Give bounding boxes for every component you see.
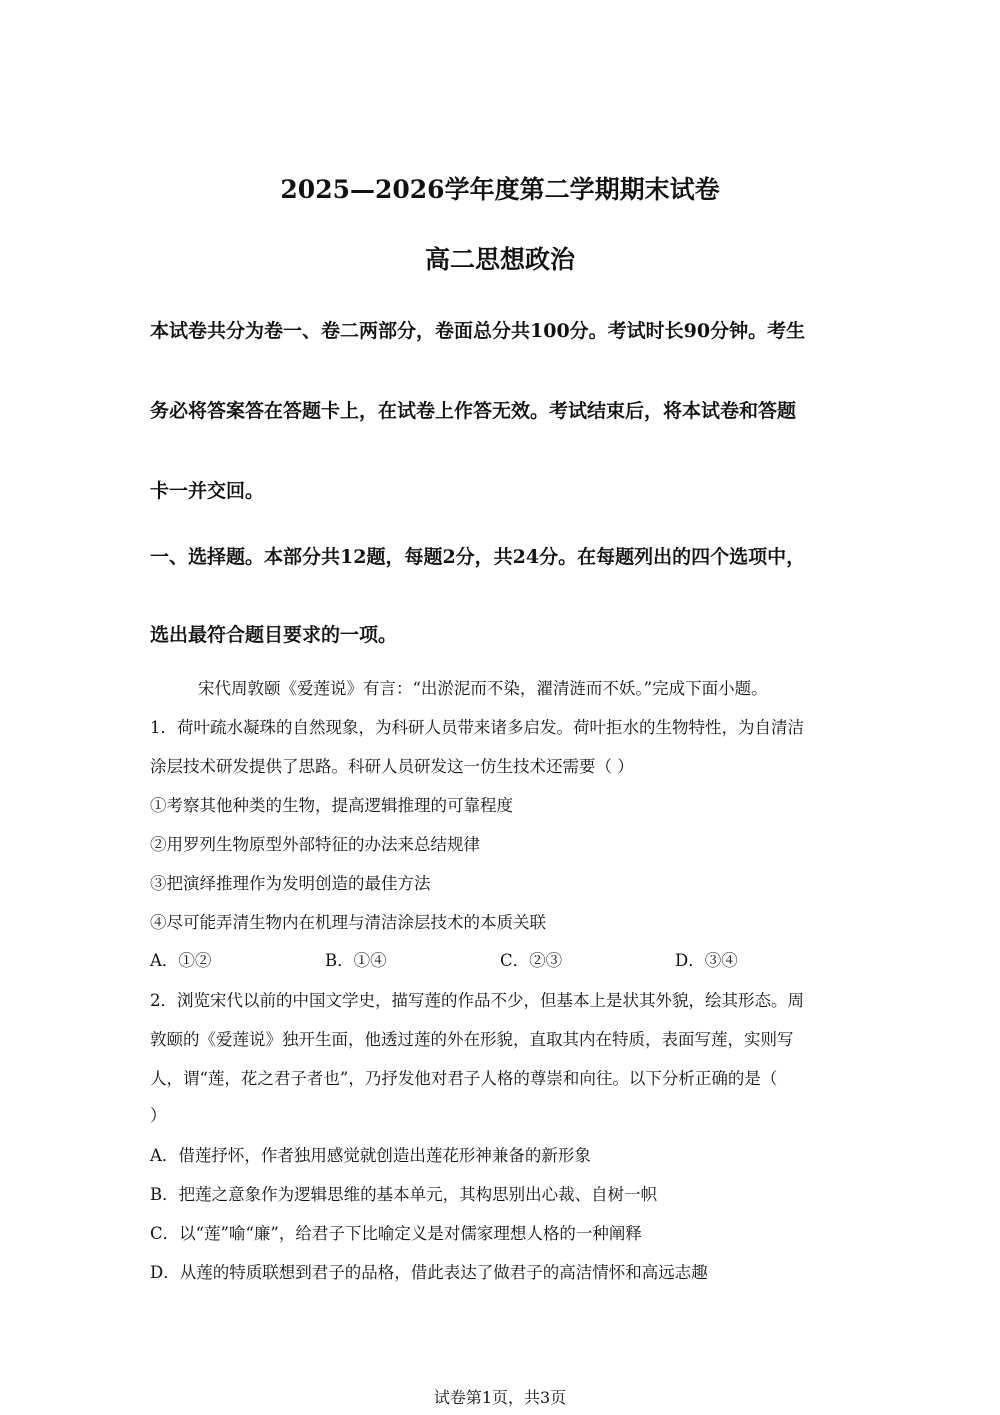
q1-option-a: A．①② <box>150 951 212 970</box>
section-heading-line-2: 选出最符合题目要求的一项。 <box>150 624 398 646</box>
exam-title: 2025—2026学年度第二学期期末试卷 <box>280 175 720 204</box>
q1-stem-line-1: 1．荷叶疏水凝珠的自然现象，为科研人员带来诸多启发。荷叶拒水的生物特性，为自清洁 <box>150 718 804 737</box>
section-heading-line-1: 一、选择题。本部分共12题，每题2分，共24分。在每题列出的四个选项中， <box>150 546 806 568</box>
q1-statement-2: ②用罗列生物原型外部特征的办法来总结规律 <box>150 835 480 854</box>
page-footer: 试卷第1页，共3页 <box>433 1388 567 1407</box>
q1-statement-4: ④尽可能弄清生物内在机理与清洁涂层技术的本质关联 <box>150 913 546 932</box>
exam-subject: 高二思想政治 <box>424 245 575 274</box>
instructions-line-1: 本试卷共分为卷一、卷二两部分，卷面总分共100分。考试时长90分钟。考生 <box>150 320 806 342</box>
q1-option-b: B．①④ <box>325 951 387 970</box>
q2-stem-line-1: 2．浏览宋代以前的中国文学史，描写莲的作品不少，但基本上是状其外貌，绘其形态。周 <box>150 991 804 1010</box>
q1-option-d: D．③④ <box>675 951 738 970</box>
q2-stem-line-3: 人，谓“莲，花之君子者也”，乃抒发他对君子人格的尊崇和向往。以下分析正确的是（ <box>150 1069 778 1088</box>
passage-intro: 宋代周敦颐《爱莲说》有言：“出淤泥而不染，濯清涟而不妖。”完成下面小题。 <box>198 679 768 698</box>
instructions-line-2: 务必将答案答在答题卡上，在试卷上作答无效。考试结束后，将本试卷和答题 <box>150 400 797 422</box>
q2-option-d: D．从莲的特质联想到君子的品格，借此表达了做君子的高洁情怀和高远志趣 <box>150 1263 708 1282</box>
q2-option-c: C．以“莲”喻“廉”，给君子下比喻定义是对儒家理想人格的一种阐释 <box>150 1224 642 1243</box>
q2-option-b: B．把莲之意象作为逻辑思维的基本单元，其构思别出心裁、自树一帜 <box>150 1185 658 1204</box>
q1-option-c: C．②③ <box>500 951 563 970</box>
q2-stem-line-2: 敦颐的《爱莲说》独开生面，他透过莲的外在形貌，直取其内在特质，表面写莲，实则写 <box>150 1030 794 1049</box>
q1-stem-line-2: 涂层技术研发提供了思路。科研人员研发这一仿生技术还需要（ ） <box>150 757 634 776</box>
q2-stem-line-4: ） <box>150 1106 167 1125</box>
instructions-line-3: 卡一并交回。 <box>150 480 265 502</box>
q1-statement-3: ③把演绎推理作为发明创造的最佳方法 <box>150 874 431 893</box>
q2-option-a: A．借莲抒怀，作者独用感觉就创造出莲花形神兼备的新形象 <box>150 1146 591 1165</box>
q1-statement-1: ①考察其他种类的生物，提高逻辑推理的可靠程度 <box>150 796 513 815</box>
